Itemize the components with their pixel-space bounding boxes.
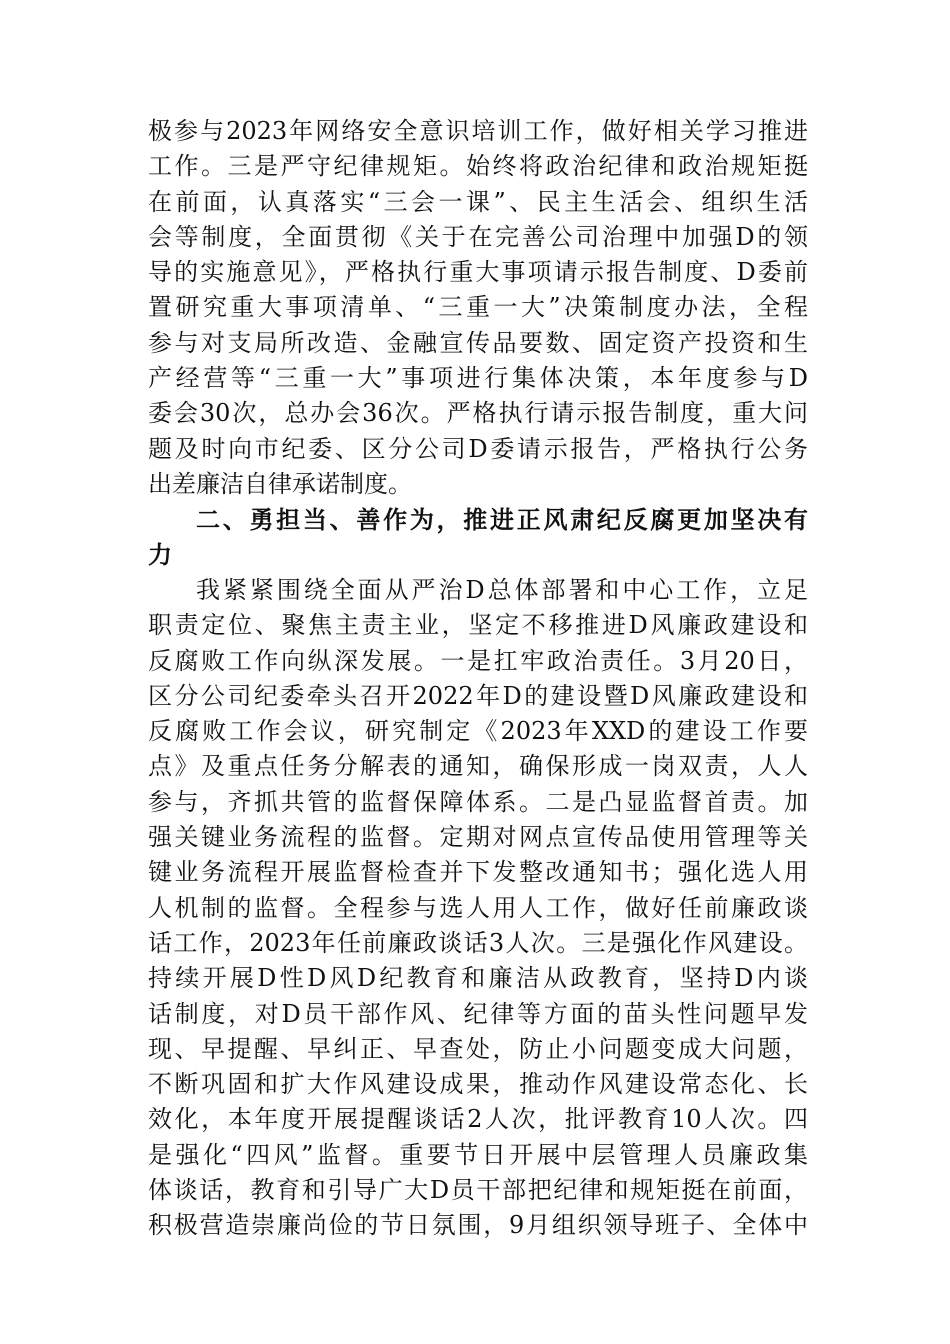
text-line: 在前面，认真落实“三会一课”、民主生活会、组织生活 <box>148 187 808 216</box>
text-line: 不断巩固和扩大作风建设成果，推动作风建设常态化、长 <box>148 1070 808 1099</box>
text-line: 参与，齐抓共管的监督保障体系。二是凸显监督首责。加 <box>148 787 808 816</box>
text-line: 持续开展D性D风D纪教育和廉洁从政教育，坚持D内谈 <box>148 964 808 993</box>
text-line: 人机制的监督。全程参与选人用人工作，做好任前廉政谈 <box>148 893 808 922</box>
text-line: 区分公司纪委牵头召开2022年D的建设暨D风廉政建设和 <box>148 681 808 710</box>
text-line: 极参与2023年网络安全意识培训工作，做好相关学习推进 <box>148 117 808 145</box>
text-line: 效化，本年度开展提醒谈话2人次，批评教育10人次。四 <box>148 1105 808 1134</box>
text-line: 反腐败工作向纵深发展。一是扛牢政治责任。3月20日， <box>148 646 808 675</box>
heading-line: 二、勇担当、善作为，推进正风肃纪反腐更加坚决有 <box>196 506 808 534</box>
text-line: 出差廉洁自律承诺制度。 <box>148 469 412 498</box>
text-line: 反腐败工作会议，研究制定《2023年XXD的建设工作要 <box>148 717 808 746</box>
text-line: 现、早提醒、早纠正、早查处，防止小问题变成大问题， <box>148 1034 808 1063</box>
text-line: 置研究重大事项清单、“三重一大”决策制度办法，全程 <box>148 293 808 322</box>
text-line: 参与对支局所改造、金融宣传品要数、固定资产投资和生 <box>148 328 808 357</box>
text-line: 话制度，对D员干部作风、纪律等方面的苗头性问题早发 <box>148 999 808 1028</box>
text-line: 体谈话，教育和引导广大D员干部把纪律和规矩挺在前面， <box>148 1176 808 1205</box>
text-line: 我紧紧围绕全面从严治D总体部署和中心工作，立足 <box>196 576 808 604</box>
text-line: 题及时向市纪委、区分公司D委请示报告，严格执行公务 <box>148 434 808 463</box>
heading-line: 力 <box>148 541 172 570</box>
text-line: 委会30次，总办会36次。严格执行请示报告制度，重大问 <box>148 399 808 428</box>
paragraph-continued <box>148 114 808 502</box>
text-line: 键业务流程开展监督检查并下发整改通知书；强化选人用 <box>148 858 808 887</box>
text-line: 强关键业务流程的监督。定期对网点宣传品使用管理等关 <box>148 823 808 852</box>
text-line: 会等制度，全面贯彻《关于在完善公司治理中加强D的领 <box>148 222 808 251</box>
text-line: 导的实施意见》，严格执行重大事项请示报告制度、D委前 <box>148 258 808 287</box>
text-line: 话工作，2023年任前廉政谈话3人次。三是强化作风建设。 <box>148 928 808 957</box>
text-line: 职责定位、聚焦主责主业，坚定不移推进D风廉政建设和 <box>148 611 808 640</box>
paragraph-body <box>148 573 808 1244</box>
text-line: 工作。三是严守纪律规矩。始终将政治纪律和政治规矩挺 <box>148 152 808 181</box>
text-line: 是强化“四风”监督。重要节日开展中层管理人员廉政集 <box>148 1140 808 1169</box>
text-line: 积极营造崇廉尚俭的节日氛围，9月组织领导班子、全体中 <box>148 1211 808 1240</box>
text-line: 产经营等“三重一大”事项进行集体决策，本年度参与D <box>148 364 808 393</box>
section-heading <box>148 503 808 574</box>
text-line: 点》及重点任务分解表的通知，确保形成一岗双责，人人 <box>148 752 808 781</box>
